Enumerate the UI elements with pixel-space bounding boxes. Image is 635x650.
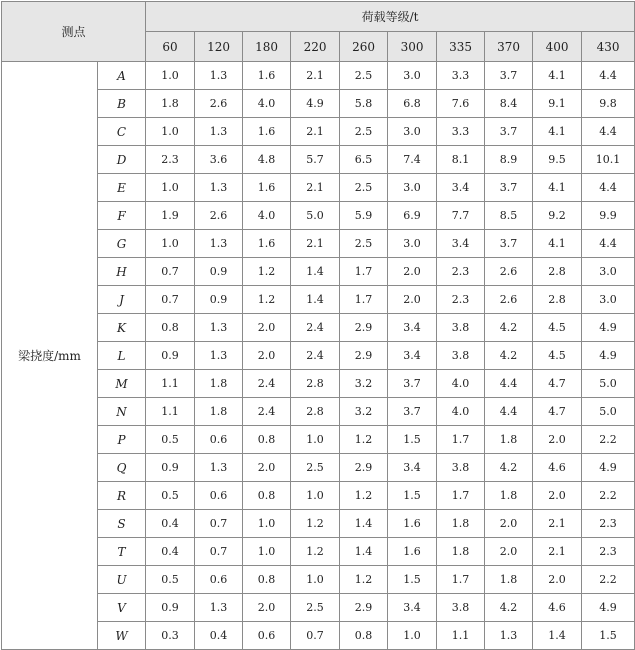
value-cell: 2.5	[340, 118, 388, 146]
value-cell: 0.4	[195, 622, 243, 650]
value-cell: 0.9	[195, 286, 243, 314]
value-cell: 2.2	[582, 426, 635, 454]
value-cell: 9.5	[533, 146, 582, 174]
point-label: T	[98, 538, 146, 566]
value-cell: 2.3	[582, 538, 635, 566]
value-cell: 5.8	[340, 90, 388, 118]
value-cell: 2.4	[243, 370, 291, 398]
value-cell: 3.8	[437, 594, 485, 622]
value-cell: 1.0	[243, 510, 291, 538]
value-cell: 3.7	[485, 230, 533, 258]
value-cell: 1.0	[291, 566, 340, 594]
point-label: F	[98, 202, 146, 230]
group-label: 梁挠度/mm	[2, 62, 98, 650]
value-cell: 2.1	[533, 538, 582, 566]
value-cell: 3.4	[388, 594, 437, 622]
value-cell: 1.4	[340, 538, 388, 566]
value-cell: 1.0	[146, 174, 195, 202]
point-label: N	[98, 398, 146, 426]
value-cell: 0.5	[146, 566, 195, 594]
value-cell: 2.3	[146, 146, 195, 174]
value-cell: 4.1	[533, 118, 582, 146]
value-cell: 2.6	[485, 258, 533, 286]
point-label: M	[98, 370, 146, 398]
point-label: J	[98, 286, 146, 314]
value-cell: 2.0	[485, 538, 533, 566]
value-cell: 1.2	[340, 566, 388, 594]
value-cell: 1.2	[340, 426, 388, 454]
value-cell: 3.8	[437, 454, 485, 482]
value-cell: 4.6	[533, 594, 582, 622]
value-cell: 1.1	[146, 370, 195, 398]
deflection-table	[1, 1, 635, 650]
point-label: C	[98, 118, 146, 146]
value-cell: 4.0	[243, 202, 291, 230]
point-label: W	[98, 622, 146, 650]
value-cell: 1.8	[195, 370, 243, 398]
value-cell: 0.8	[243, 566, 291, 594]
point-label: P	[98, 426, 146, 454]
value-cell: 0.8	[243, 482, 291, 510]
value-cell: 0.7	[146, 258, 195, 286]
value-cell: 0.7	[195, 510, 243, 538]
value-cell: 3.4	[437, 230, 485, 258]
value-cell: 1.7	[437, 482, 485, 510]
value-cell: 4.4	[582, 230, 635, 258]
value-cell: 3.4	[388, 314, 437, 342]
value-cell: 3.7	[485, 62, 533, 90]
value-cell: 7.6	[437, 90, 485, 118]
value-cell: 1.0	[388, 622, 437, 650]
value-cell: 0.8	[340, 622, 388, 650]
value-cell: 4.9	[582, 342, 635, 370]
load-level-header: 荷载等级/t	[146, 2, 635, 32]
value-cell: 2.0	[243, 342, 291, 370]
value-cell: 1.7	[437, 426, 485, 454]
value-cell: 4.2	[485, 342, 533, 370]
value-cell: 4.4	[582, 118, 635, 146]
value-cell: 3.4	[388, 454, 437, 482]
point-label: G	[98, 230, 146, 258]
measure-point-header: 测点	[2, 2, 146, 62]
value-cell: 7.4	[388, 146, 437, 174]
value-cell: 4.1	[533, 230, 582, 258]
value-cell: 2.5	[291, 454, 340, 482]
value-cell: 3.0	[582, 286, 635, 314]
value-cell: 1.4	[533, 622, 582, 650]
value-cell: 1.5	[582, 622, 635, 650]
value-cell: 4.8	[243, 146, 291, 174]
value-cell: 4.1	[533, 62, 582, 90]
value-cell: 1.8	[485, 566, 533, 594]
value-cell: 0.8	[146, 314, 195, 342]
value-cell: 0.9	[146, 594, 195, 622]
value-cell: 1.5	[388, 426, 437, 454]
value-cell: 4.7	[533, 398, 582, 426]
value-cell: 9.9	[582, 202, 635, 230]
value-cell: 4.5	[533, 342, 582, 370]
value-cell: 2.3	[582, 510, 635, 538]
value-cell: 2.9	[340, 314, 388, 342]
value-cell: 8.1	[437, 146, 485, 174]
value-cell: 1.3	[195, 342, 243, 370]
value-cell: 3.8	[437, 314, 485, 342]
value-cell: 3.8	[437, 342, 485, 370]
value-cell: 4.0	[437, 370, 485, 398]
value-cell: 8.5	[485, 202, 533, 230]
load-header-cell: 220	[291, 32, 340, 62]
value-cell: 3.0	[388, 174, 437, 202]
value-cell: 4.9	[582, 454, 635, 482]
value-cell: 0.6	[195, 426, 243, 454]
value-cell: 7.7	[437, 202, 485, 230]
value-cell: 0.6	[195, 482, 243, 510]
value-cell: 3.2	[340, 398, 388, 426]
value-cell: 3.0	[582, 258, 635, 286]
value-cell: 3.0	[388, 230, 437, 258]
value-cell: 4.7	[533, 370, 582, 398]
value-cell: 1.6	[243, 62, 291, 90]
value-cell: 1.3	[195, 62, 243, 90]
value-cell: 1.0	[146, 62, 195, 90]
value-cell: 1.0	[243, 538, 291, 566]
value-cell: 1.0	[291, 482, 340, 510]
value-cell: 1.6	[388, 510, 437, 538]
value-cell: 2.0	[243, 454, 291, 482]
value-cell: 1.3	[195, 314, 243, 342]
value-cell: 1.7	[340, 286, 388, 314]
point-label: Q	[98, 454, 146, 482]
value-cell: 1.4	[340, 510, 388, 538]
load-header-cell: 400	[533, 32, 582, 62]
value-cell: 3.7	[485, 118, 533, 146]
value-cell: 6.9	[388, 202, 437, 230]
value-cell: 1.4	[291, 286, 340, 314]
value-cell: 0.8	[243, 426, 291, 454]
value-cell: 0.5	[146, 426, 195, 454]
value-cell: 2.8	[291, 370, 340, 398]
value-cell: 1.7	[340, 258, 388, 286]
value-cell: 2.8	[533, 258, 582, 286]
value-cell: 1.6	[243, 118, 291, 146]
value-cell: 2.1	[291, 118, 340, 146]
value-cell: 2.1	[533, 510, 582, 538]
value-cell: 1.2	[291, 510, 340, 538]
value-cell: 1.7	[437, 566, 485, 594]
value-cell: 0.3	[146, 622, 195, 650]
point-label: K	[98, 314, 146, 342]
table-body	[2, 62, 635, 650]
value-cell: 10.1	[582, 146, 635, 174]
load-header-cell: 180	[243, 32, 291, 62]
value-cell: 4.2	[485, 454, 533, 482]
value-cell: 2.0	[533, 566, 582, 594]
value-cell: 4.1	[533, 174, 582, 202]
value-cell: 2.1	[291, 174, 340, 202]
value-cell: 3.6	[195, 146, 243, 174]
value-cell: 4.2	[485, 594, 533, 622]
value-cell: 4.4	[582, 174, 635, 202]
value-cell: 2.9	[340, 454, 388, 482]
value-cell: 3.0	[388, 62, 437, 90]
load-header-cell: 300	[388, 32, 437, 62]
value-cell: 9.1	[533, 90, 582, 118]
value-cell: 2.4	[291, 314, 340, 342]
value-cell: 4.9	[291, 90, 340, 118]
value-cell: 1.5	[388, 482, 437, 510]
value-cell: 2.8	[291, 398, 340, 426]
value-cell: 1.1	[146, 398, 195, 426]
value-cell: 2.5	[340, 62, 388, 90]
value-cell: 2.5	[340, 230, 388, 258]
point-label: U	[98, 566, 146, 594]
value-cell: 2.0	[243, 594, 291, 622]
value-cell: 2.0	[533, 426, 582, 454]
load-header-cell: 120	[195, 32, 243, 62]
value-cell: 1.3	[195, 454, 243, 482]
value-cell: 0.9	[195, 258, 243, 286]
value-cell: 5.0	[582, 370, 635, 398]
load-header-cell: 60	[146, 32, 195, 62]
value-cell: 1.3	[485, 622, 533, 650]
value-cell: 4.0	[243, 90, 291, 118]
value-cell: 1.0	[291, 426, 340, 454]
value-cell: 2.0	[533, 482, 582, 510]
value-cell: 0.4	[146, 538, 195, 566]
value-cell: 2.3	[437, 258, 485, 286]
value-cell: 2.6	[195, 202, 243, 230]
value-cell: 4.4	[485, 398, 533, 426]
value-cell: 5.9	[340, 202, 388, 230]
value-cell: 3.7	[388, 370, 437, 398]
value-cell: 1.6	[388, 538, 437, 566]
table-row	[2, 62, 635, 90]
value-cell: 0.6	[195, 566, 243, 594]
value-cell: 0.9	[146, 454, 195, 482]
point-label: V	[98, 594, 146, 622]
value-cell: 6.5	[340, 146, 388, 174]
value-cell: 1.4	[291, 258, 340, 286]
value-cell: 1.2	[243, 258, 291, 286]
point-label: R	[98, 482, 146, 510]
point-label: D	[98, 146, 146, 174]
point-label: L	[98, 342, 146, 370]
value-cell: 1.8	[437, 538, 485, 566]
value-cell: 2.2	[582, 566, 635, 594]
value-cell: 3.3	[437, 62, 485, 90]
value-cell: 3.2	[340, 370, 388, 398]
point-label: E	[98, 174, 146, 202]
value-cell: 2.6	[485, 286, 533, 314]
value-cell: 2.1	[291, 62, 340, 90]
value-cell: 1.9	[146, 202, 195, 230]
value-cell: 2.9	[340, 342, 388, 370]
value-cell: 3.4	[388, 342, 437, 370]
value-cell: 2.4	[291, 342, 340, 370]
value-cell: 0.6	[243, 622, 291, 650]
value-cell: 1.2	[340, 482, 388, 510]
value-cell: 3.0	[388, 118, 437, 146]
value-cell: 3.7	[388, 398, 437, 426]
value-cell: 4.9	[582, 594, 635, 622]
value-cell: 4.6	[533, 454, 582, 482]
point-label: S	[98, 510, 146, 538]
value-cell: 5.0	[291, 202, 340, 230]
value-cell: 1.8	[485, 482, 533, 510]
value-cell: 8.4	[485, 90, 533, 118]
value-cell: 1.8	[195, 398, 243, 426]
table-header	[2, 2, 635, 62]
value-cell: 1.8	[485, 426, 533, 454]
header-row-1	[2, 2, 635, 32]
value-cell: 0.7	[291, 622, 340, 650]
load-header-cell: 430	[582, 32, 635, 62]
value-cell: 1.3	[195, 230, 243, 258]
value-cell: 0.5	[146, 482, 195, 510]
value-cell: 9.2	[533, 202, 582, 230]
value-cell: 2.9	[340, 594, 388, 622]
point-label: B	[98, 90, 146, 118]
load-header-cell: 370	[485, 32, 533, 62]
value-cell: 4.2	[485, 314, 533, 342]
value-cell: 0.9	[146, 342, 195, 370]
load-header-cell: 335	[437, 32, 485, 62]
value-cell: 4.4	[582, 62, 635, 90]
value-cell: 1.3	[195, 118, 243, 146]
value-cell: 0.7	[146, 286, 195, 314]
value-cell: 2.1	[291, 230, 340, 258]
table-container	[1, 1, 635, 650]
value-cell: 2.5	[291, 594, 340, 622]
value-cell: 2.2	[582, 482, 635, 510]
value-cell: 3.4	[437, 174, 485, 202]
value-cell: 5.7	[291, 146, 340, 174]
value-cell: 2.6	[195, 90, 243, 118]
value-cell: 2.3	[437, 286, 485, 314]
value-cell: 1.2	[243, 286, 291, 314]
value-cell: 9.8	[582, 90, 635, 118]
value-cell: 2.0	[243, 314, 291, 342]
value-cell: 1.6	[243, 230, 291, 258]
value-cell: 5.0	[582, 398, 635, 426]
value-cell: 2.5	[340, 174, 388, 202]
value-cell: 2.0	[388, 258, 437, 286]
value-cell: 1.3	[195, 174, 243, 202]
value-cell: 4.0	[437, 398, 485, 426]
value-cell: 3.3	[437, 118, 485, 146]
value-cell: 2.0	[388, 286, 437, 314]
value-cell: 1.0	[146, 118, 195, 146]
point-label: H	[98, 258, 146, 286]
value-cell: 4.5	[533, 314, 582, 342]
point-label: A	[98, 62, 146, 90]
value-cell: 1.8	[146, 90, 195, 118]
value-cell: 2.0	[485, 510, 533, 538]
value-cell: 1.6	[243, 174, 291, 202]
value-cell: 1.5	[388, 566, 437, 594]
value-cell: 4.4	[485, 370, 533, 398]
value-cell: 8.9	[485, 146, 533, 174]
value-cell: 6.8	[388, 90, 437, 118]
value-cell: 2.8	[533, 286, 582, 314]
value-cell: 0.7	[195, 538, 243, 566]
value-cell: 4.9	[582, 314, 635, 342]
value-cell: 2.4	[243, 398, 291, 426]
value-cell: 1.3	[195, 594, 243, 622]
value-cell: 1.0	[146, 230, 195, 258]
load-header-cell: 260	[340, 32, 388, 62]
value-cell: 0.4	[146, 510, 195, 538]
value-cell: 3.7	[485, 174, 533, 202]
value-cell: 1.2	[291, 538, 340, 566]
value-cell: 1.8	[437, 510, 485, 538]
value-cell: 1.1	[437, 622, 485, 650]
